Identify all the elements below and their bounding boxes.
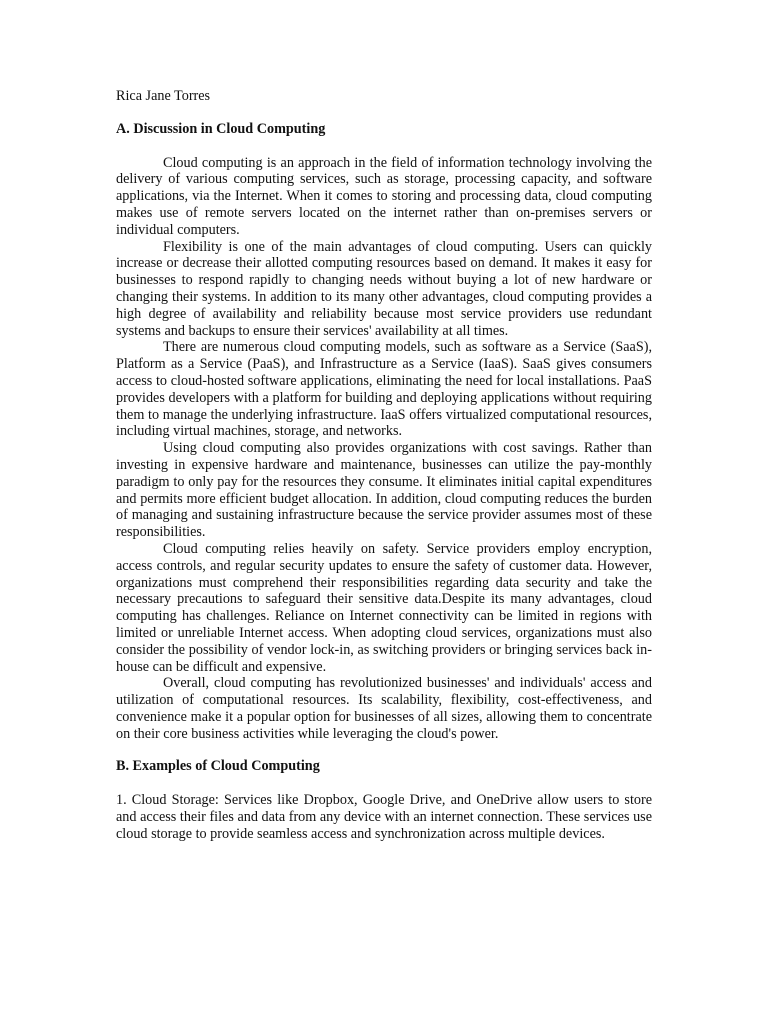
author-name: Rica Jane Torres [116, 88, 211, 104]
section-b-heading: B. Examples of Cloud Computing [116, 758, 320, 775]
document-body [116, 88, 652, 843]
paragraph: Using cloud computing also provides organizations with cost savings. Rather than investing in expensive hardware and maintenance, businesses can utilize the pay-monthly paradigm to only pay for the resources they consume. It eliminates initial capital expenditures and permits more efficient budget allocation. In addition, cloud computing reduces the burden of managing and sustaining infrastructure because the service provider assumes most of these responsibilities. [116, 440, 652, 541]
paragraph: Flexibility is one of the main advantages of cloud computing. Users can quickly increase or decrease their allotted computing resources based on demand. It makes it easy for businesses to respond rapidly to changing needs without buying a lot of new hardware or changing their systems. In addition to its many other advantages, cloud computing provides a high degree of availability and reliability because most service providers use redundant systems and backups to ensure their services' availability at all times. [116, 238, 652, 339]
section-a-heading: A. Discussion in Cloud Computing [116, 120, 326, 137]
paragraph: Cloud computing is an approach in the field of information technology involving the delivery of various computing services, such as storage, processing capacity, and software applications, via the Internet. When it comes to storing and processing data, cloud computing makes use of remote servers located on the internet rather than on-premises servers or individual computers. [116, 154, 652, 238]
paragraph: Overall, cloud computing has revolutionized businesses' and individuals' access and utilization of computational resources. Its scalability, flexibility, cost-effectiveness, and convenience make it a popular option for businesses of all sizes, allowing them to concentrate on their core business activities while leveraging the cloud's power. [116, 675, 652, 742]
section-b-body [116, 792, 652, 842]
example-item: 1. Cloud Storage: Services like Dropbox, Google Drive, and OneDrive allow users to store and access their files and data from any device with an internet connection. These services use cloud storage to provide seamless access and synchronization across multiple devices. [116, 792, 652, 842]
paragraph: Cloud computing relies heavily on safety. Service providers employ encryption, access controls, and regular security updates to ensure the safety of customer data. However, organizations must comprehend their responsibilities regarding data security and take the necessary precautions to safeguard their sensitive data.Despite its many advantages, cloud computing has challenges. Reliance on Internet connectivity can be limited in regions with limited or unreliable Internet access. When adopting cloud services, organizations must also consider the possibility of vendor lock-in, as switching providers or bringing services back in-house can be difficult and expensive. [116, 540, 652, 675]
section-a-body [116, 155, 652, 743]
paragraph: There are numerous cloud computing models, such as software as a Service (SaaS), Platform as a Service (PaaS), and Infrastructure as a Service (IaaS). SaaS gives consumers access to cloud-hosted software applications, eliminating the need for local installations. PaaS provides developers with a platform for building and deploying applications without requiring them to manage the underlying infrastructure. IaaS offers virtualized computational resources, including virtual machines, storage, and networks. [116, 339, 652, 440]
